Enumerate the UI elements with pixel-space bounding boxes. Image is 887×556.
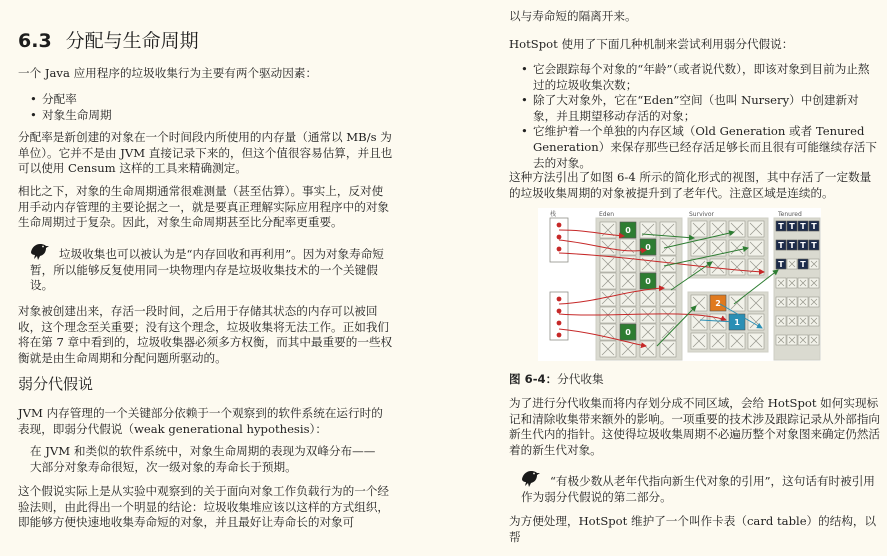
stack-slot-dot (557, 223, 562, 228)
card-intro-paragraph: 为了进行分代收集而将内存划分成不同区域，会给 HotSpot 如何实现标记和清除收集带来额外的影响。一项重要的技术涉及跟踪记录从外部指向新生代内的指针。这使得垃圾收集周期不必遍历整个对象图来确定仍然活着的新生代对象。 (509, 396, 881, 457)
eden-space (596, 218, 682, 360)
survivor-object-label: 1 (734, 318, 740, 327)
survivor-label: Survivor (689, 211, 714, 218)
stack-slot-dot (557, 321, 562, 326)
stack-slot-dot (557, 333, 562, 338)
section-number: 6.3 (18, 30, 52, 52)
figure-caption (509, 372, 604, 388)
young-object-label: 0 (625, 226, 631, 235)
stack-slot-dot (557, 297, 562, 302)
tenured-object-label: T (811, 241, 817, 250)
intro-paragraph: 一个 Java 应用程序的垃圾收集行为主要有两个驱动因素： (18, 66, 318, 80)
tenured-object-label: T (800, 241, 806, 250)
subsection-heading: 弱分代假说 (18, 375, 94, 393)
tenured-object-label: T (778, 241, 784, 250)
hypothesis-paragraph: 这个假说实际上是从实验中观察到的关于面向对象工作负载行为的一个经验法则，由此得出一个明显的结论：垃圾收集堆应该以这样的方式组织，即能够方便快速地收集寿命短的对象，并且最好让寿命长的对象可 (18, 484, 390, 530)
card-table-paragraph: 为方便处理，HotSpot 维护了一个叫作卡表（card table）的结构，以帮 (509, 514, 877, 544)
tenured-object-label: T (778, 222, 784, 231)
lifecycle-paragraph: 对象被创建出来，存活一段时间，之后用于存储其状态的内存可以被回收，这个理念至关重要；没有这个理念，垃圾收集将无法工作。正如我们将在第 7 章中看到的，垃圾收集器必须多方权衡，而其中最重要的一些权衡就是由生命周期和分配问题所驱动的。 (18, 304, 393, 365)
driver-list (18, 92, 394, 123)
tenured-object-label: T (789, 222, 795, 231)
note-text: 垃圾收集也可以被认为是“内存回收和再利用”。因为对象寿命短暂，所以能够反复使用同一块物理内存是垃圾收集技术的一个关键假设。 (30, 247, 384, 293)
tenured-object-label: T (800, 222, 806, 231)
tenured-label: Tenured (778, 211, 802, 218)
young-object-label: 0 (645, 277, 651, 286)
tenured-object-label: T (800, 260, 806, 269)
stack-label: 栈 (550, 211, 557, 218)
tenured-object-label: T (778, 260, 784, 269)
stack-slot-dot (557, 235, 562, 240)
list-item: • 分配率 (18, 92, 394, 108)
young-object-label: 0 (625, 328, 631, 337)
list-item: • 它维护着一个单独的内存区域（Old Generation 或者 Tenured Generation）来保存那些已经存活足够长而且很有可能继续存活下去的对象。 (509, 124, 881, 171)
note-text: “有极少数从老年代指向新生代对象的引用”，这句话有时被引用作为弱分代假说的第二部分。 (521, 474, 875, 504)
figure-intro-paragraph: 这种方法引出了如图 6-4 所示的简化形式的视图，其中存活了一定数量的垃圾收集周期的对象被提升到了老年代。注意区域是连续的。 (509, 170, 872, 200)
lifetime-paragraph: 相比之下，对象的生命周期通常很难测量（甚至估算）。事实上，反对使用手动内存管理的主要论据之一，就是要真正理解实际应用程序中的对象生命周期过于复杂。因此，对象生命周期甚至比分配率更重要。 (18, 184, 390, 230)
section-heading (18, 29, 199, 53)
stack-slot-dot (557, 309, 562, 314)
survivor-object-label: 2 (715, 299, 721, 308)
continuation-text: 以与寿命短的隔离开来。 (509, 9, 637, 23)
tenured-object-label: T (789, 241, 795, 250)
tenured-space (774, 218, 820, 360)
hypothesis-intro-paragraph: JVM 内存管理的一个关键部分依赖于一个观察到的软件系统在运行时的表现，即弱分代假说（weak generational hypothesis）： (18, 406, 383, 436)
allocation-rate-paragraph: 分配率是新创建的对象在一个时间段内所使用的内存量（通常以 MB/s 为单位）。它并不是由 JVM 直接记录下来的，但这个值很容易估算，并且也可以使用 Censum 这样的工具来精确测定。 (18, 130, 393, 176)
section-title: 分配与生命周期 (65, 30, 199, 52)
figure-label: 图 6-4： (509, 372, 558, 386)
hypothesis-quote: 在 JVM 和类似的软件系统中，对象生命周期的表现为双峰分布——大部分对象寿命很短，次一级对象的寿命长于预期。 (30, 444, 376, 474)
hotspot-intro: HotSpot 使用了下面几种机制来尝试利用弱分代假说： (509, 37, 794, 51)
generational-collection-figure (538, 208, 821, 361)
hotspot-mechanisms-list (509, 62, 881, 171)
young-object-label: 0 (645, 243, 651, 252)
list-item: • 对象生命周期 (18, 108, 394, 124)
figure-title: 分代收集 (557, 372, 604, 386)
stack-slot-dot (557, 247, 562, 252)
tenured-object-label: T (811, 222, 817, 231)
list-item: • 它会跟踪每个对象的“年龄”（或者说代数），即该对象到目前为止熬过的垃圾收集次数； (509, 62, 881, 93)
list-item: • 除了大对象外，它在“Eden”空间（也叫 Nursery）中创建新对象，并且期望移动存活的对象； (509, 93, 881, 124)
eden-label: Eden (599, 211, 615, 218)
